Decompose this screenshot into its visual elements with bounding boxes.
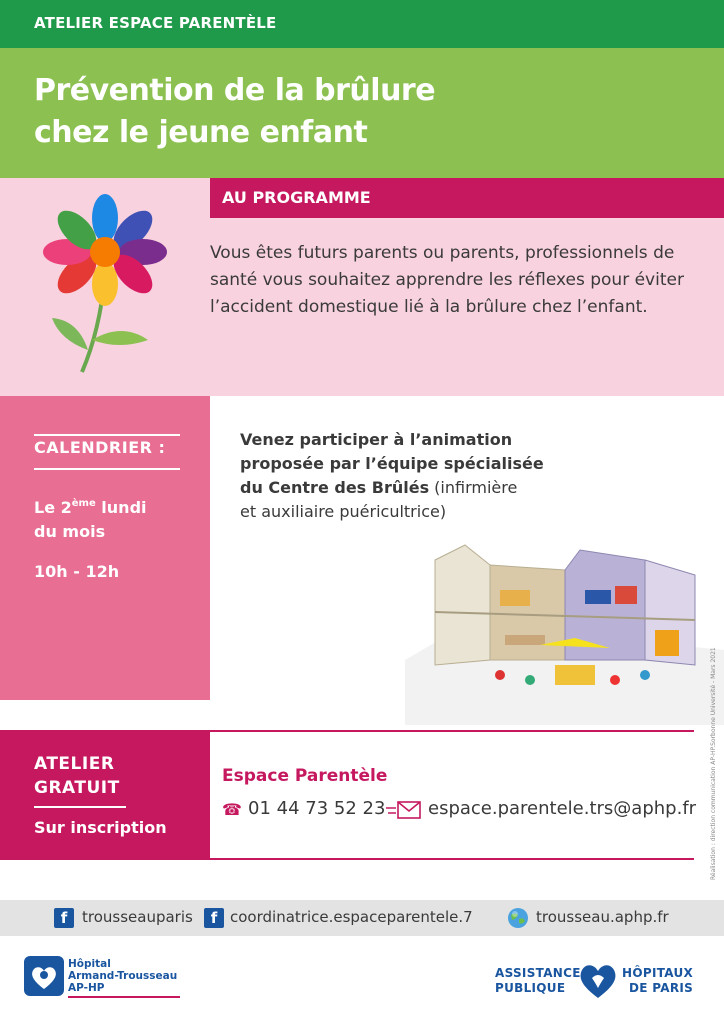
calendar-hours: 10h - 12h (34, 562, 120, 581)
hospital-logo-rule (68, 996, 180, 998)
social-bar (0, 900, 724, 936)
hospital-logo-text: Hôpital Armand-Trousseau AP-HP (68, 958, 178, 994)
contact-title: Espace Parentèle (222, 766, 388, 786)
calendar-day: Le 2ème lundi du mois (34, 498, 147, 541)
calendar-panel (0, 396, 210, 700)
workshop-panel (0, 730, 210, 860)
header-tag: ATELIER ESPACE PARENTÈLE (34, 14, 277, 32)
website-link[interactable]: trousseau.aphp.fr (536, 908, 669, 926)
programme-heading: AU PROGRAMME (222, 188, 371, 207)
workshop-rule (34, 806, 126, 808)
page-title-line2: chez le jeune enfant (34, 115, 368, 150)
hospital-logo-icon (24, 956, 64, 996)
contact-email[interactable]: espace.parentele.trs@aphp.fr (428, 798, 697, 819)
mail-icon (386, 800, 422, 820)
programme-text: Vous êtes futurs parents ou parents, professionnels de santé vous souhaitez apprendre les réflexes pour éviter l’accident domestique lié à la brûlure chez l’enfant. (210, 243, 684, 317)
calendar-heading: CALENDRIER : (34, 438, 166, 457)
title-bar (0, 48, 724, 178)
workshop-title: ATELIER GRATUIT (34, 754, 120, 798)
facebook-icon: f (54, 908, 74, 928)
credit-text: Réalisation : direction communication AP-HP.Sorbonne Université - Mars 2021 (710, 647, 717, 880)
programme-heading-bar (210, 178, 724, 218)
contact-rule-bottom (210, 858, 694, 860)
facebook-link-trousseau[interactable]: trousseauparis (82, 908, 193, 926)
facebook-icon: f (204, 908, 224, 928)
aphp-logo-left-text: ASSISTANCE PUBLIQUE (495, 966, 581, 995)
contact-rule-top (210, 730, 694, 732)
aphp-heart-icon (576, 958, 620, 1000)
facebook-link-coordinatrice[interactable]: coordinatrice.espaceparentele.7 (230, 908, 473, 926)
aphp-logo-right-text: HÔPITAUX DE PARIS (622, 966, 694, 995)
calendar-rule-bottom (34, 468, 180, 470)
calendar-description: Venez participer à l’animation proposée par l’équipe spécialisée du Centre des Brûlés (infirmière et auxiliaire puéricultrice) (240, 430, 544, 521)
globe-icon (506, 906, 530, 930)
dollhouse-image (405, 540, 724, 725)
header-tag-bar (0, 0, 724, 48)
workshop-subtitle: Sur inscription (34, 818, 167, 837)
flower-illustration (30, 190, 180, 380)
phone-icon: ☎ (222, 800, 242, 819)
contact-phone[interactable]: 01 44 73 52 23 (248, 798, 386, 819)
page-title-line1: Prévention de la brûlure (34, 73, 436, 108)
calendar-rule-top (34, 434, 180, 436)
